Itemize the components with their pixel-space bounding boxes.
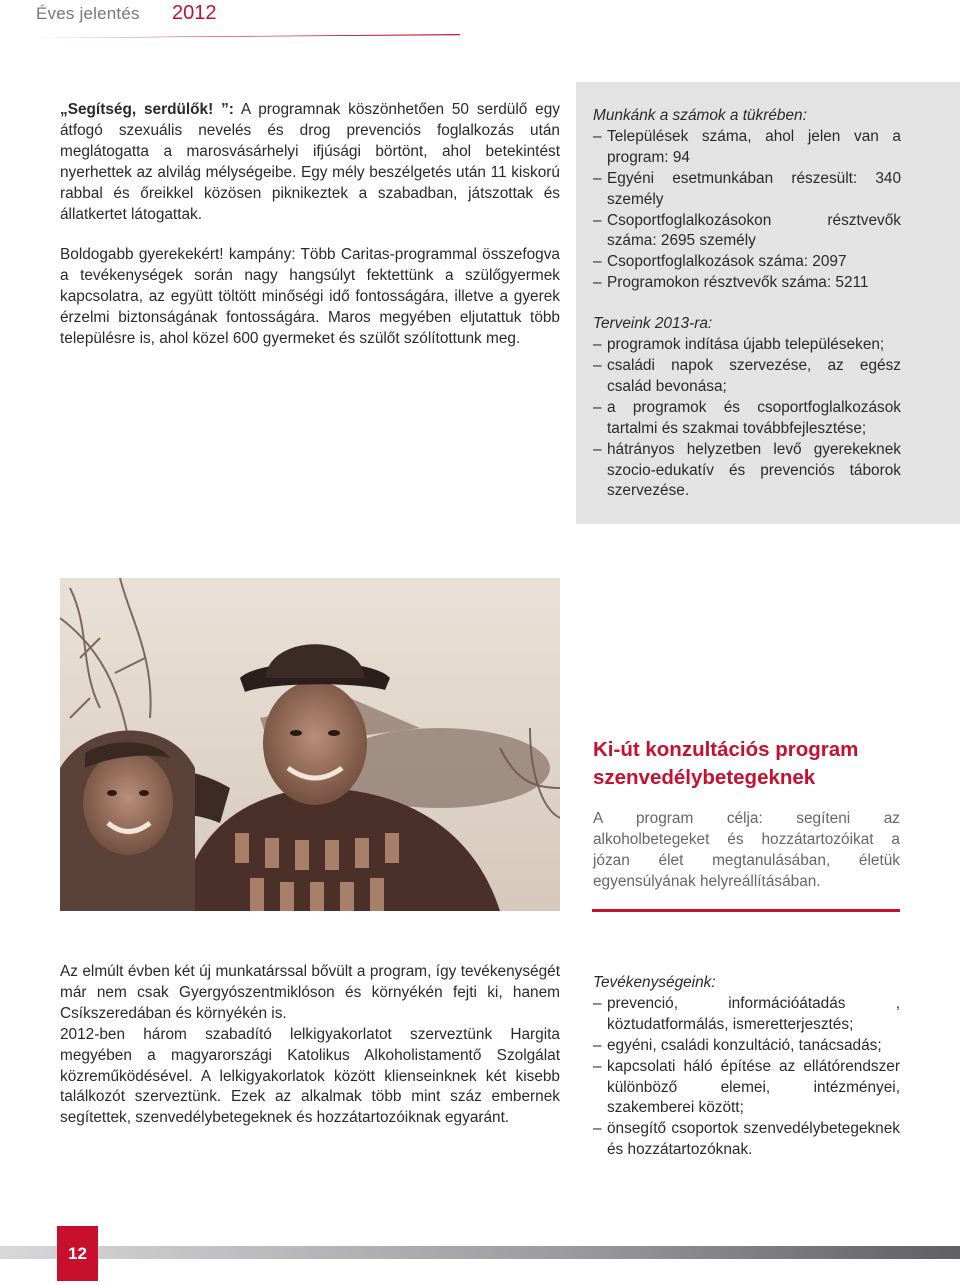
header-rule [36,34,460,38]
list-item-text: önsegítő csoportok szenvedélybetegeknek és hozzátartozóknak. [607,1120,900,1159]
list-item [593,356,901,398]
dash-bullet: – [593,398,602,416]
list-item [593,994,900,1036]
list-item [593,252,901,273]
paragraph-segitseg [60,100,560,225]
list-item-text: hátrányos helyzetben levő gyerekeknek szocio-edukatív és prevenciós táborok szervezése. [607,440,901,500]
page-number: 12 [68,1243,87,1263]
list-item [593,440,901,503]
header-year: 2012 [172,2,217,24]
list-item-text: egyéni, családi konzultáció, tanácsadás; [607,1036,882,1054]
paragraph-segitseg-body: A programnak köszönhetően 50 serdülő egy átfogó szexuális nevelés és drog prevenciós foglalkozás után meglátogatta a marosvásárhelyi ifjúsági börtönt, ahol betekintést nyerhettek az alvilág mélységeibe. Egy mély beszélgetés után 11 kiskorú rabbal és őreikkel közösen piknikeztek a szabadban, játszottak és állatkertet látogattak. [60,101,560,223]
list-item-text: Csoportfoglalkozások száma: 2097 [607,253,847,271]
paragraph-expansion: Az elmúlt évben két új munkatárssal bővült a program, így tevékenységét már nem csak Gyergyószentmiklóson és környékén fejti ki, hanem Csíkszeredában és környékén is. [60,963,560,1022]
dash-bullet: – [593,1120,602,1138]
list-item [593,335,901,356]
activities-list [593,994,900,1161]
list-item [593,211,901,253]
activities-column [593,973,900,1181]
dash-bullet: – [593,211,602,229]
list-item-text: Csoportfoglalkozásokon résztvevők száma: 2695 személy [607,211,901,250]
dash-bullet: – [593,127,602,145]
list-item-text: Települések száma, ahol jelen van a program: 94 [607,127,901,166]
list-item-text: családi napok szervezése, az egész család bevonása; [607,356,901,395]
stats-list [593,127,901,294]
intro-text-column [60,100,560,370]
header-label: Éves jelentés [36,4,140,23]
stats-box [576,82,960,524]
list-item-text: Programokon résztvevők száma: 5211 [607,274,869,292]
section-divider [592,909,900,912]
paragraph-segitseg-lead: „Segítség, serdülők! ”: [60,101,234,118]
stats-box-content [593,106,901,522]
list-item [593,169,901,211]
dash-bullet: – [593,440,602,458]
dash-bullet: – [593,994,602,1012]
page-number-badge [57,1226,98,1281]
dash-bullet: – [593,1036,602,1054]
dash-bullet: – [593,336,602,354]
dash-bullet: – [593,253,602,271]
plans-list [593,335,901,502]
list-item-text: prevenció, információátadás , köztudatformálás, ismeretterjesztés; [607,994,900,1033]
list-item [593,1036,900,1057]
list-item [593,1119,900,1161]
footer-bar [0,1246,960,1259]
dash-bullet: – [593,356,602,374]
list-item [593,273,901,294]
list-item-text: a programok és csoportfoglalkozások tartalmi és szakmai továbbfejlesztése; [607,398,901,437]
program-text-column [60,962,560,1129]
photo-man-and-boy [60,578,560,911]
plans-heading: Terveink 2013-ra: [593,315,713,333]
stats-heading: Munkánk a számok a tükrében: [593,107,807,124]
activities-heading: Tevékenységeink: [593,974,716,991]
list-item [593,398,901,440]
list-item-text: Egyéni esetmunkában részesült: 340 személy [607,169,901,208]
section-description: A program célja: segíteni az alkoholbetegeket és hozzátartozóikat a józan élet megtanulásában, életük egyensúlyának helyreállításában. [593,810,900,890]
list-item [593,127,901,169]
dash-bullet: – [593,1057,602,1075]
section-title: Ki-út konzultációs program szenvedélybetegeknek [593,738,859,789]
dash-bullet: – [593,274,602,292]
list-item-text: kapcsolati háló építése az ellátórendszer különböző elemei, intézményei, szakemberei között; [607,1057,900,1117]
paragraph-retreats: 2012-ben három szabadító lelkigyakorlatot szerveztünk Hargita megyében a magyarországi Katolikus Alkoholistamentő Szolgálat közreműködésével. A lelkigyakorlatok között klienseinknek két kisebb találkozót szerveztünk. Ezek az alkalmak több mint száz embernek segítettek, szenvedélybetegeknek és hozzátartozóiknak egyaránt. [60,1025,560,1127]
list-item-text: programok indítása újabb településeken; [607,336,885,354]
paragraph-boldogabb: Boldogabb gyerekekért! kampány: Több Caritas-programmal összefogva a tevékenységek során nagy hangsúlyt fektettünk a szülőgyermek kapcsolatra, az együtt töltött minőségi idő fontosságára, illetve a gyerek érzelmi biztonságának fontosságára. Maros megyében eljutattuk több településre is, ahol közel 600 gyermeket és szülőt szólítottunk meg. [60,246,560,348]
list-item [593,1057,900,1120]
dash-bullet: – [593,169,602,187]
